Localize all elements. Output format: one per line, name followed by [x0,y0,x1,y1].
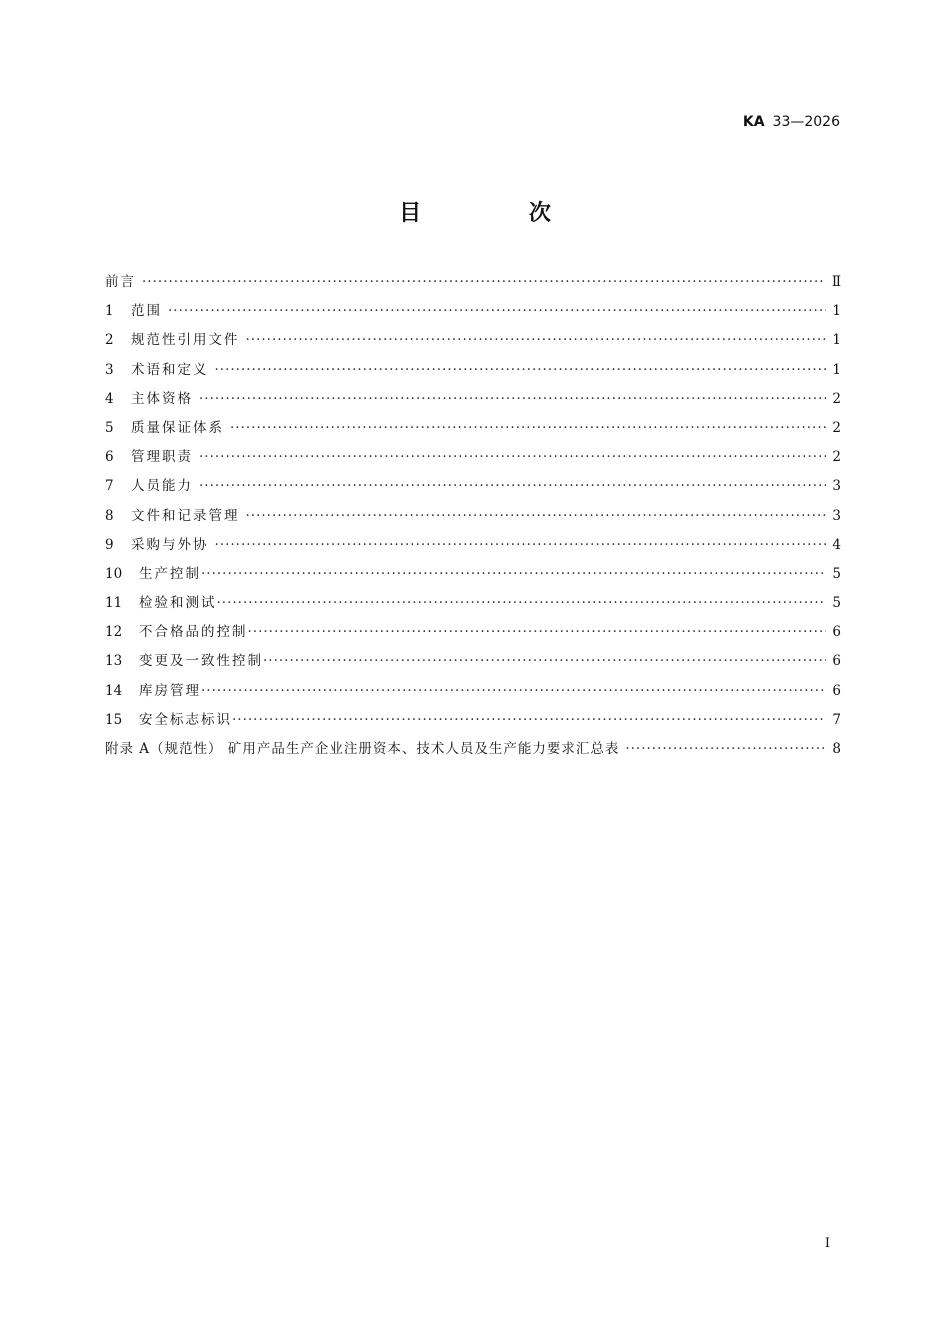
toc-entry-number: 1 [105,303,114,320]
toc-dot-leader [142,274,826,290]
toc-entry-label: 变更及一致性控制 [139,653,263,670]
toc-dot-leader [217,595,827,611]
toc-entry-page: 1 [832,361,841,378]
toc-entry-foreword[interactable] [105,270,841,299]
toc-entry-label: 不合格品的控制 [139,624,248,641]
toc-entry-12[interactable] [105,620,841,649]
toc-dot-leader [199,391,826,407]
toc-entry-label: 采购与外协 [131,536,209,553]
toc-entry-1[interactable] [105,299,841,328]
page-number: I [824,1236,830,1251]
toc-entry-page: 6 [832,653,841,670]
toc-dot-leader [168,303,826,319]
toc-entry-page: 1 [832,303,841,320]
toc-entry-8[interactable] [105,504,841,533]
toc-dot-leader [246,508,827,524]
toc-entry-label: 前言 [105,274,136,290]
table-of-contents [105,270,841,766]
toc-entry-label: 检验和测试 [139,595,217,612]
toc-entry-2[interactable] [105,328,841,357]
toc-entry-number: 11 [105,595,123,612]
toc-entry-page: 5 [832,565,841,582]
toc-dot-leader [199,449,826,465]
toc-entry-label: 附录 A（规范性） 矿用产品生产企业注册资本、技术人员及生产能力要求汇总表 [105,741,620,757]
toc-entry-page: 5 [832,595,841,612]
toc-dot-leader [201,566,826,582]
toc-entry-page: 8 [832,741,841,757]
toc-entry-number: 14 [105,682,123,699]
toc-entry-label: 文件和记录管理 [131,507,240,524]
toc-entry-page: 3 [832,507,841,524]
toc-entry-label: 生产控制 [139,565,201,582]
toc-dot-leader [215,537,827,553]
toc-entry-label: 范围 [131,303,162,320]
toc-entry-page: Ⅱ [831,274,841,290]
toc-dot-leader [199,478,826,494]
toc-entry-number: 7 [105,478,114,495]
toc-entry-page: 6 [832,682,841,699]
toc-entry-number: 15 [105,711,123,728]
toc-entry-appendix-a[interactable] [105,737,841,766]
toc-entry-15[interactable] [105,708,841,737]
standard-code-prefix: KA [742,114,765,130]
toc-entry-3[interactable] [105,358,841,387]
toc-entry-label: 质量保证体系 [131,419,224,436]
toc-entry-page: 7 [832,711,841,728]
toc-dot-leader [248,624,827,640]
toc-entry-7[interactable] [105,474,841,503]
toc-entry-page: 2 [832,390,841,407]
page-title: 目 次 [399,201,601,226]
toc-entry-page: 3 [832,478,841,495]
toc-entry-11[interactable] [105,591,841,620]
toc-entry-number: 12 [105,624,123,641]
toc-entry-number: 2 [105,332,114,349]
toc-entry-label: 库房管理 [139,682,201,699]
toc-entry-label: 规范性引用文件 [131,332,240,349]
toc-entry-14[interactable] [105,679,841,708]
toc-entry-9[interactable] [105,533,841,562]
toc-entry-number: 3 [105,361,114,378]
toc-entry-number: 13 [105,653,123,670]
toc-entry-number: 5 [105,419,114,436]
toc-entry-number: 8 [105,507,114,524]
toc-entry-10[interactable] [105,562,841,591]
toc-dot-leader [230,420,826,436]
toc-entry-label: 人员能力 [131,478,193,495]
toc-entry-page: 1 [832,332,841,349]
toc-entry-13[interactable] [105,649,841,678]
toc-entry-label: 术语和定义 [131,361,209,378]
toc-dot-leader [201,683,826,699]
toc-dot-leader [232,712,826,728]
toc-entry-6[interactable] [105,445,841,474]
toc-entry-number: 10 [105,565,123,582]
toc-dot-leader [246,332,827,348]
toc-entry-number: 9 [105,536,114,553]
toc-entry-number: 4 [105,390,114,407]
toc-dot-leader [215,362,827,378]
toc-entry-page: 4 [832,536,841,553]
standard-code [743,114,840,130]
toc-dot-leader [625,741,826,757]
toc-dot-leader [263,653,826,669]
toc-entry-page: 2 [832,449,841,466]
toc-entry-label: 安全标志标识 [139,711,232,728]
toc-entry-page: 6 [832,624,841,641]
toc-entry-page: 2 [832,419,841,436]
toc-entry-5[interactable] [105,416,841,445]
toc-entry-number: 6 [105,449,114,466]
toc-entry-label: 管理职责 [131,449,193,466]
toc-entry-label: 主体资格 [131,390,193,407]
standard-code-number: 33—2026 [772,114,840,130]
toc-entry-4[interactable] [105,387,841,416]
